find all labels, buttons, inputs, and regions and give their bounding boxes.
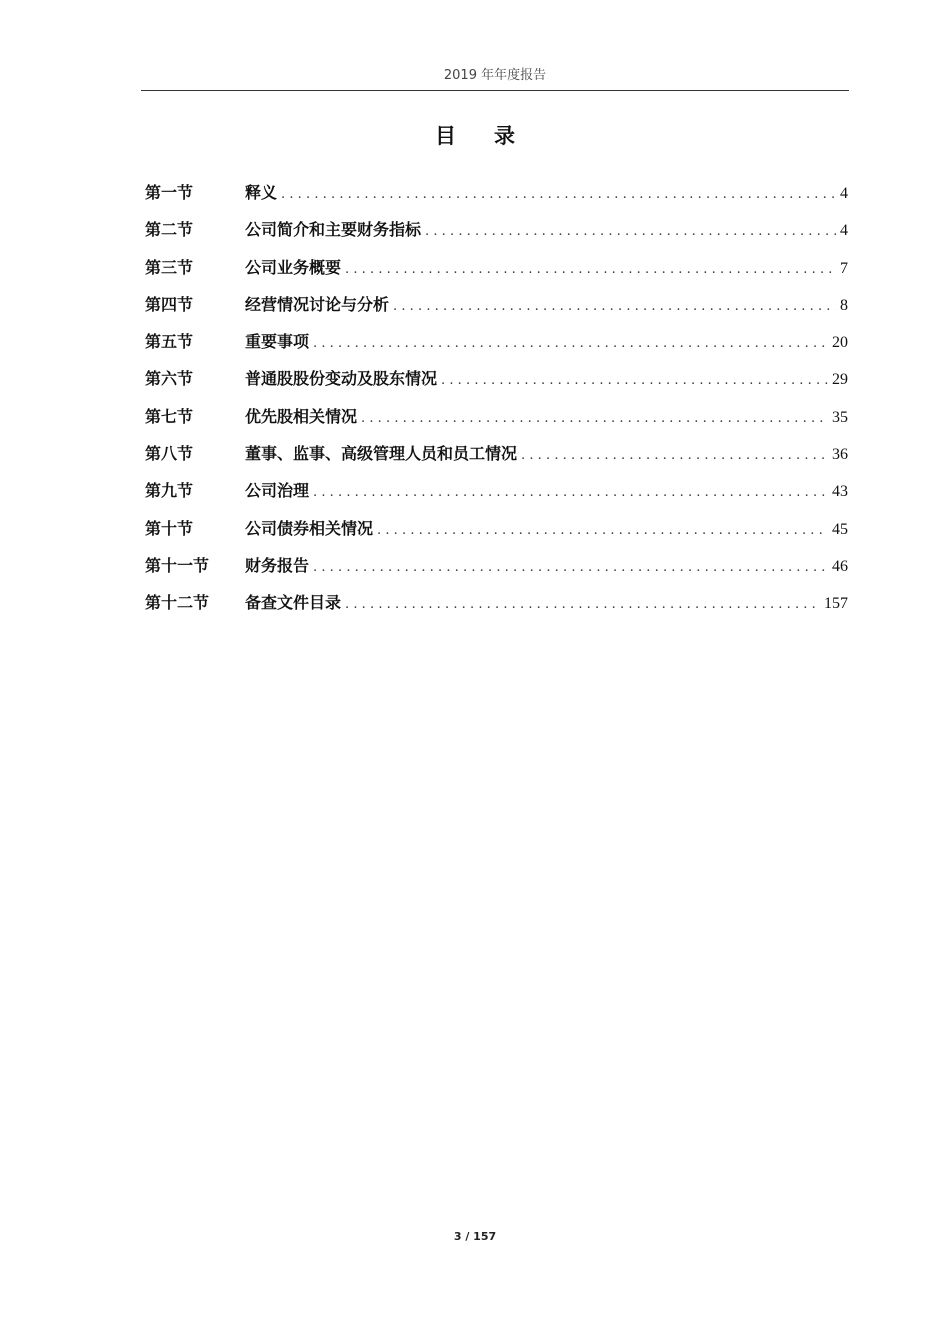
toc-section-title: 普通股股份变动及股东情况	[245, 369, 438, 389]
page-header	[141, 64, 849, 91]
toc-entry-8[interactable]	[145, 439, 848, 476]
toc-section-number: 第一节	[145, 183, 194, 202]
toc-entry-7[interactable]	[145, 402, 848, 439]
toc-page-number: 20	[832, 334, 848, 352]
toc-entry-11[interactable]	[145, 551, 848, 588]
toc-section-title: 公司债券相关情况	[245, 518, 374, 538]
toc-section-number: 第三节	[145, 257, 194, 277]
toc-section-title: 重要事项	[245, 332, 310, 352]
toc-entry-12[interactable]	[145, 588, 848, 625]
toc-page-number: 7	[840, 259, 848, 277]
table-of-contents	[145, 178, 848, 626]
toc-section-number: 第四节	[145, 294, 194, 314]
toc-entry-3[interactable]	[145, 253, 848, 290]
toc-page-number: 8	[840, 296, 848, 314]
toc-page-number: 36	[832, 446, 848, 464]
toc-page-number: 35	[832, 408, 848, 426]
toc-section-number: 第五节	[145, 332, 194, 352]
toc-leader-dots	[393, 292, 836, 322]
toc-section-title: 优先股相关情况	[245, 406, 358, 426]
toc-leader-dots	[361, 404, 828, 434]
toc-section-title: 公司治理	[245, 481, 310, 501]
page-indicator: 3 / 157	[453, 1230, 497, 1243]
toc-section-number: 第十节	[145, 518, 194, 538]
toc-leader-dots	[377, 516, 828, 546]
toc-leader-dots	[345, 255, 836, 285]
toc-page-number: 46	[832, 557, 848, 575]
toc-leader-dots	[521, 441, 828, 471]
toc-section-title: 经营情况讨论与分析	[245, 294, 390, 314]
toc-entry-6[interactable]	[145, 364, 848, 401]
toc-entry-10[interactable]	[145, 514, 848, 551]
toc-page-number: 43	[832, 483, 848, 501]
toc-section-title: 公司简介和主要财务指标	[245, 220, 422, 240]
toc-heading: 目录	[435, 124, 553, 148]
toc-entry-2[interactable]	[145, 215, 848, 252]
toc-page-number: 4	[840, 222, 848, 240]
toc-section-number: 第九节	[145, 481, 194, 501]
toc-leader-dots	[313, 329, 828, 359]
toc-section-number: 第七节	[145, 406, 194, 426]
toc-page-number: 29	[832, 371, 848, 389]
toc-section-number: 第八节	[145, 444, 194, 464]
toc-leader-dots	[281, 180, 836, 210]
toc-leader-dots	[441, 366, 828, 396]
toc-entry-4[interactable]	[145, 290, 848, 327]
toc-leader-dots	[313, 553, 828, 583]
toc-leader-dots	[345, 590, 820, 620]
toc-section-number: 第六节	[145, 369, 194, 389]
toc-page-number: 157	[824, 595, 848, 613]
toc-section-title: 公司业务概要	[245, 257, 342, 277]
toc-entry-9[interactable]	[145, 476, 848, 513]
toc-section-title: 释义	[245, 183, 278, 202]
report-title: 2019 年年度报告	[443, 68, 547, 83]
toc-section-title: 备查文件目录	[245, 593, 342, 613]
page-footer	[0, 1230, 950, 1243]
toc-section-title: 财务报告	[245, 555, 310, 575]
toc-section-title: 董事、监事、高级管理人员和员工情况	[245, 444, 518, 464]
toc-section-number: 第二节	[145, 220, 194, 240]
toc-section-number: 第十二节	[145, 593, 210, 613]
toc-page-number: 45	[832, 520, 848, 538]
toc-entry-5[interactable]	[145, 327, 848, 364]
toc-leader-dots	[313, 478, 828, 508]
toc-entry-1[interactable]	[145, 178, 848, 215]
toc-page-number: 4	[840, 185, 848, 202]
toc-leader-dots	[425, 217, 836, 247]
toc-section-number: 第十一节	[145, 555, 210, 575]
